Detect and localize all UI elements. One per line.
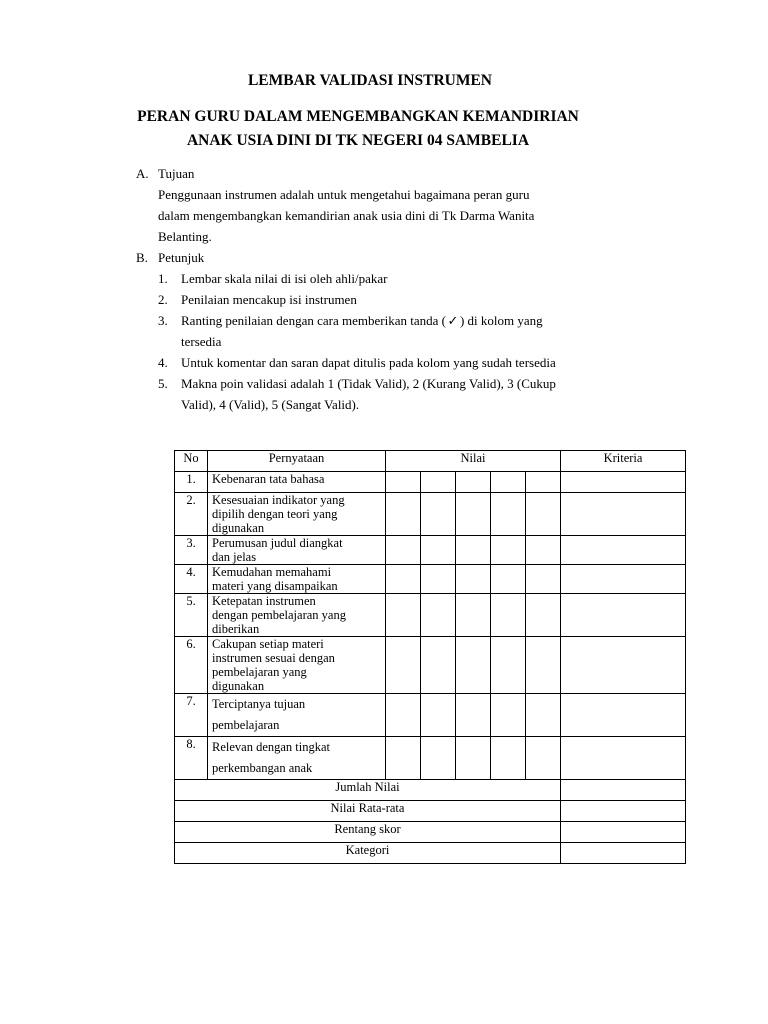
row-number: 6.	[175, 637, 208, 694]
row-statement	[208, 536, 386, 565]
statement-line: Cakupan setiap materi	[212, 637, 324, 651]
instruction-text: Penilaian mencakup isi instrumen	[181, 292, 357, 307]
instruction-text	[181, 313, 543, 329]
summary-label: Rentang skor	[175, 822, 561, 843]
criteria-cell[interactable]	[561, 737, 686, 780]
summary-value-cell[interactable]	[561, 843, 686, 864]
score-cell-4[interactable]	[491, 472, 526, 493]
summary-row	[175, 801, 686, 822]
statement-line: Perumusan judul diangkat	[212, 536, 343, 550]
score-cell-1[interactable]	[386, 536, 421, 565]
criteria-cell[interactable]	[561, 694, 686, 737]
instruction-text-part: ) di kolom yang	[459, 313, 543, 328]
statement-line: materi yang disampaikan	[212, 579, 338, 593]
score-cell-5[interactable]	[526, 472, 561, 493]
criteria-cell[interactable]	[561, 536, 686, 565]
score-cell-1[interactable]	[386, 472, 421, 493]
score-cell-4[interactable]	[491, 536, 526, 565]
table-row	[175, 493, 686, 536]
row-number: 4.	[175, 565, 208, 594]
score-cell-4[interactable]	[491, 594, 526, 637]
checkmark-icon: ✓	[447, 313, 459, 328]
statement-line: digunakan	[212, 679, 265, 693]
row-statement	[208, 493, 386, 536]
instruction-text: Untuk komentar dan saran dapat ditulis pada kolom yang sudah tersedia	[181, 355, 556, 370]
statement-line: dipilih dengan teori yang	[212, 507, 338, 521]
score-cell-2[interactable]	[421, 493, 456, 536]
table-row	[175, 536, 686, 565]
section-a-label: A.	[136, 166, 149, 181]
instruction-number: 3.	[158, 313, 168, 328]
criteria-cell[interactable]	[561, 472, 686, 493]
row-statement	[208, 737, 386, 780]
row-number: 3.	[175, 536, 208, 565]
score-cell-3[interactable]	[456, 536, 491, 565]
score-cell-4[interactable]	[491, 637, 526, 694]
score-cell-2[interactable]	[421, 637, 456, 694]
validation-table	[174, 450, 686, 864]
instruction-text-part: Ranting penilaian dengan cara memberikan tanda (	[181, 313, 446, 328]
statement-line: pembelajaran yang	[212, 665, 307, 679]
section-b-label: B.	[136, 250, 148, 265]
score-cell-2[interactable]	[421, 472, 456, 493]
section-a-heading: Tujuan	[158, 166, 195, 181]
score-cell-5[interactable]	[526, 565, 561, 594]
instruction-number: 4.	[158, 355, 168, 370]
section-a-text-line: Belanting.	[158, 229, 212, 244]
statement-line: perkembangan anak	[212, 761, 313, 775]
statement-line: Relevan dengan tingkat	[212, 740, 331, 754]
summary-value-cell[interactable]	[561, 822, 686, 843]
section-b-heading: Petunjuk	[158, 250, 205, 265]
row-statement	[208, 594, 386, 637]
header-statement: Pernyataan	[208, 451, 386, 472]
score-cell-4[interactable]	[491, 565, 526, 594]
instruction-text: Lembar skala nilai di isi oleh ahli/pakar	[181, 271, 388, 286]
table-header-row	[175, 451, 686, 472]
score-cell-3[interactable]	[456, 565, 491, 594]
header-no: No	[175, 451, 208, 472]
score-cell-3[interactable]	[456, 694, 491, 737]
summary-label: Nilai Rata-rata	[175, 801, 561, 822]
statement-line: pembelajaran	[212, 718, 280, 732]
statement-line: diberikan	[212, 622, 260, 636]
row-statement	[208, 472, 386, 493]
summary-label: Jumlah Nilai	[175, 780, 561, 801]
instruction-text: Makna poin validasi adalah 1 (Tidak Valid), 2 (Kurang Valid), 3 (Cukup	[181, 376, 556, 391]
row-number: 1.	[175, 472, 208, 493]
table-row	[175, 694, 686, 737]
table-row	[175, 565, 686, 594]
criteria-cell[interactable]	[561, 565, 686, 594]
document-subtitle-line-2: ANAK USIA DINI DI TK NEGERI 04 SAMBELIA	[186, 132, 530, 149]
score-cell-5[interactable]	[526, 637, 561, 694]
table-row	[175, 594, 686, 637]
instruction-text: tersedia	[181, 334, 222, 349]
summary-value-cell[interactable]	[561, 780, 686, 801]
statement-line: Kemudahan memahami	[212, 565, 332, 579]
criteria-cell[interactable]	[561, 637, 686, 694]
score-cell-3[interactable]	[456, 493, 491, 536]
row-statement	[208, 565, 386, 594]
score-cell-3[interactable]	[456, 594, 491, 637]
score-cell-5[interactable]	[526, 493, 561, 536]
summary-row	[175, 822, 686, 843]
document-title: LEMBAR VALIDASI INSTRUMEN	[247, 72, 493, 89]
statement-line: Kesesuaian indikator yang	[212, 493, 345, 507]
statement-line: instrumen sesuai dengan	[212, 651, 335, 665]
instruction-number: 5.	[158, 376, 168, 391]
section-a-text-line: Penggunaan instrumen adalah untuk mengetahui bagaimana peran guru	[158, 187, 530, 202]
score-cell-3[interactable]	[456, 737, 491, 780]
criteria-cell[interactable]	[561, 594, 686, 637]
summary-value-cell[interactable]	[561, 801, 686, 822]
score-cell-4[interactable]	[491, 694, 526, 737]
statement-line: digunakan	[212, 521, 265, 535]
row-number: 7.	[175, 694, 208, 737]
header-score: Nilai	[386, 451, 561, 472]
statement-line: Terciptanya tujuan	[212, 697, 306, 711]
table-row	[175, 472, 686, 493]
table-row	[175, 637, 686, 694]
row-number: 2.	[175, 493, 208, 536]
section-a-text-line: dalam mengembangkan kemandirian anak usia dini di Tk Darma Wanita	[158, 208, 535, 223]
score-cell-5[interactable]	[526, 594, 561, 637]
statement-line: Kebenaran tata bahasa	[212, 472, 325, 486]
instruction-text: Valid), 4 (Valid), 5 (Sangat Valid).	[181, 397, 360, 412]
score-cell-2[interactable]	[421, 565, 456, 594]
instruction-number: 2.	[158, 292, 168, 307]
summary-row	[175, 780, 686, 801]
document-subtitle-line-1: PERAN GURU DALAM MENGEMBANGKAN KEMANDIRIAN	[137, 108, 579, 125]
score-cell-1[interactable]	[386, 493, 421, 536]
statement-line: dan jelas	[212, 550, 257, 564]
row-statement	[208, 637, 386, 694]
row-number: 8.	[175, 737, 208, 780]
row-number: 5.	[175, 594, 208, 637]
row-statement	[208, 694, 386, 737]
score-cell-1[interactable]	[386, 737, 421, 780]
statement-line: Ketepatan instrumen	[212, 594, 316, 608]
score-cell-3[interactable]	[456, 637, 491, 694]
score-cell-1[interactable]	[386, 565, 421, 594]
summary-row	[175, 843, 686, 864]
score-cell-4[interactable]	[491, 737, 526, 780]
score-cell-2[interactable]	[421, 594, 456, 637]
summary-label: Kategori	[175, 843, 561, 864]
statement-line: dengan pembelajaran yang	[212, 608, 346, 622]
header-criteria: Kriteria	[561, 451, 686, 472]
criteria-cell[interactable]	[561, 493, 686, 536]
score-cell-5[interactable]	[526, 536, 561, 565]
score-cell-4[interactable]	[491, 493, 526, 536]
score-cell-1[interactable]	[386, 694, 421, 737]
score-cell-1[interactable]	[386, 637, 421, 694]
score-cell-5[interactable]	[526, 694, 561, 737]
score-cell-2[interactable]	[421, 694, 456, 737]
score-cell-2[interactable]	[421, 536, 456, 565]
score-cell-5[interactable]	[526, 737, 561, 780]
score-cell-1[interactable]	[386, 594, 421, 637]
score-cell-3[interactable]	[456, 472, 491, 493]
instruction-number: 1.	[158, 271, 168, 286]
table-row	[175, 737, 686, 780]
score-cell-2[interactable]	[421, 737, 456, 780]
